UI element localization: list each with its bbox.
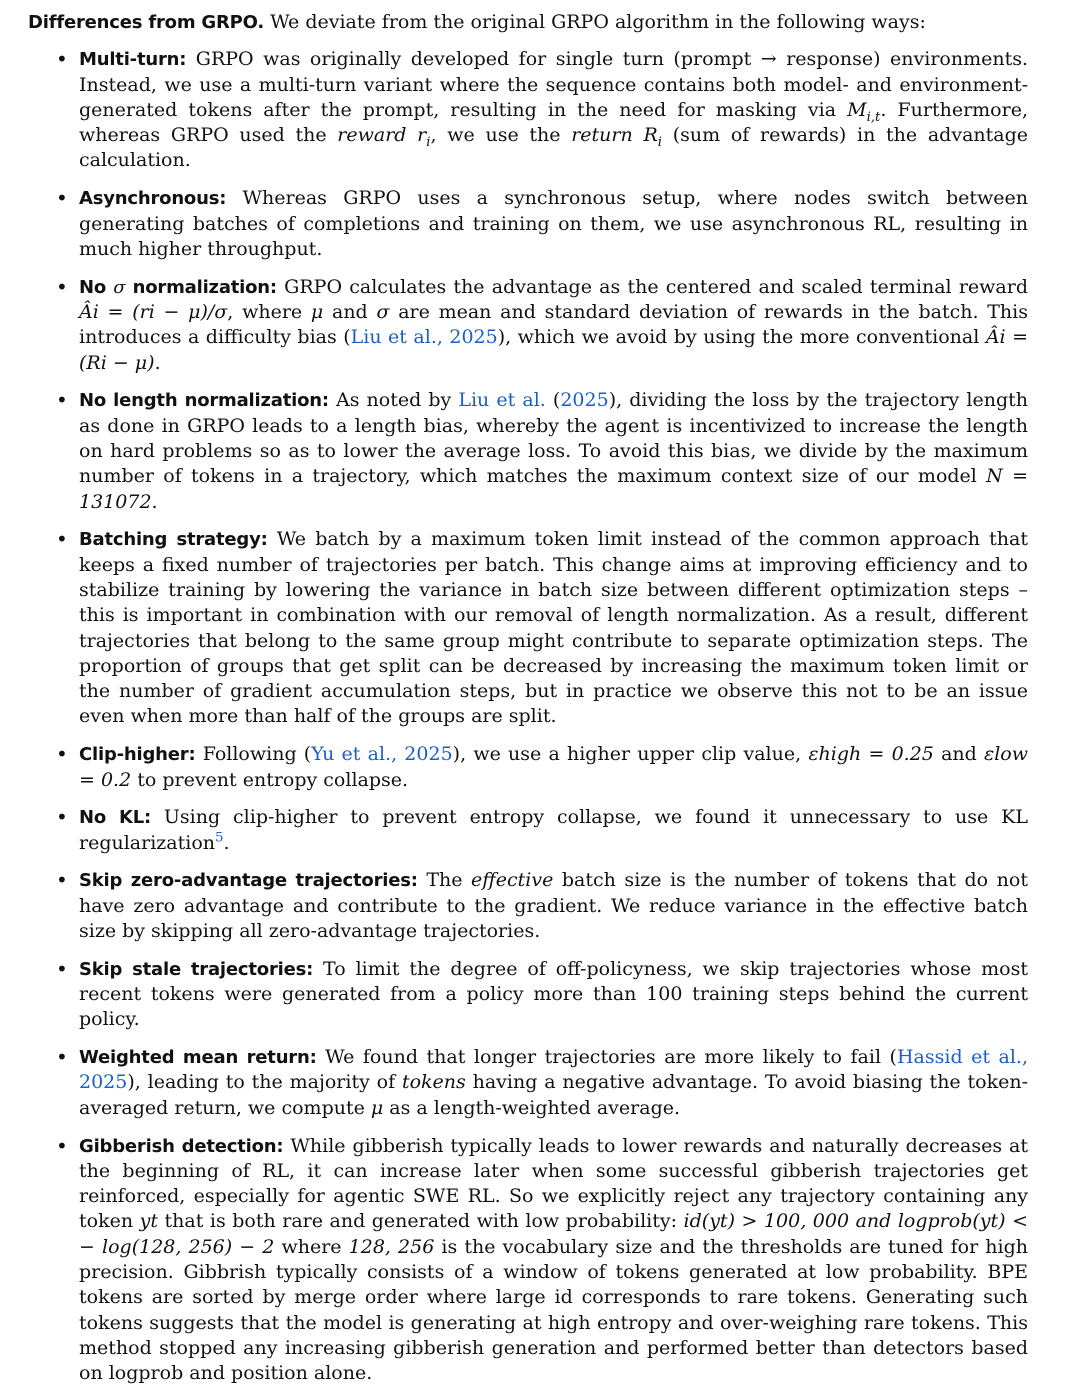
item-text: batch size is the number of tokens that do not have zero advantage and contribute to the gradient. We reduce variance in the effective batch size by skipping all zero-advantage trajectories. bbox=[79, 869, 1028, 942]
item-text: We found that longer trajectories are more likely to fail ( bbox=[325, 1046, 897, 1069]
item-label: Skip stale trajectories: bbox=[79, 958, 314, 980]
item-italic: effective bbox=[471, 869, 554, 892]
math-sigma: σ bbox=[376, 300, 390, 323]
list-item-weighted-mean-return bbox=[28, 1045, 1028, 1121]
math-mu: μ bbox=[310, 300, 324, 323]
citation-link[interactable]: Liu et al., 2025 bbox=[350, 326, 498, 349]
citation-link[interactable]: Hassid et al., 2025 bbox=[79, 1046, 1029, 1094]
item-text: are mean and standard deviation of rewards in the batch. This introduces a difficulty bias ( bbox=[79, 300, 1028, 349]
item-label: Skip zero-advantage trajectories: bbox=[79, 870, 418, 892]
item-text: and bbox=[323, 300, 377, 323]
math-token: yt bbox=[139, 1210, 158, 1233]
item-italic: tokens bbox=[401, 1071, 466, 1094]
math-context-size: N = 131072 bbox=[79, 465, 1028, 513]
item-text: that is both rare and generated with low probability: bbox=[157, 1210, 684, 1233]
item-text: and bbox=[933, 743, 985, 766]
differences-list bbox=[28, 47, 1028, 1386]
section-heading: Differences from GRPO. bbox=[28, 12, 265, 33]
item-text: , we use the bbox=[430, 124, 572, 147]
footnote-link[interactable]: 5 bbox=[215, 830, 224, 846]
math-return: $R_i$ bbox=[643, 124, 663, 150]
item-text: to prevent entropy collapse. bbox=[131, 768, 409, 791]
item-label: Clip-higher: bbox=[79, 744, 196, 766]
item-text: ), we use a higher upper clip value, bbox=[452, 743, 809, 766]
item-text: . bbox=[223, 831, 230, 854]
item-italic: reward bbox=[337, 124, 407, 147]
list-item-no-length-normalization: • No length normalization: As noted by Liu et al. (2025), dividing the loss by the trajectory length as done in GRPO leads to a length bias, whereby the agent is incentivized to increase the length on hard problems so as to lower the average loss. To avoid this bias, we divide by the maximum number of tokens in a trajectory, which matches the maximum context size of our model N = 131072. bbox=[28, 388, 1028, 514]
item-text: , dividing the loss by the trajectory length as done in GRPO leads to a length bias, whereby the agent is incentivized to increase the length on hard problems so as to lower the average loss. To avoid this bias, we divide by the maximum number of tokens in a trajectory, which matches the maximum context size of our model bbox=[79, 389, 1028, 488]
item-text: The bbox=[426, 869, 472, 892]
math-mask: $M_{i,t}$ bbox=[847, 98, 881, 125]
math-vocab-size: 128, 256 bbox=[348, 1235, 435, 1258]
item-text: While gibberish typically leads to lower rewards and naturally decreases at the beginning of RL, it can increase later when some successful gibberish trajectories get reinforced, especially for agentic SWE RL. So we explicitly reject any trajectory containing any token bbox=[79, 1134, 1028, 1233]
item-label: Multi-turn: bbox=[79, 49, 187, 71]
item-label: Gibberish detection: bbox=[79, 1135, 284, 1157]
item-text: . Furthermore, whereas GRPO used the bbox=[79, 98, 1028, 147]
item-label: No KL: bbox=[79, 807, 151, 829]
math-eps-high: εhigh = 0.25 bbox=[808, 743, 934, 766]
item-text: ), which we avoid by using the more conventional bbox=[497, 326, 986, 349]
item-label: Weighted mean return: bbox=[79, 1047, 317, 1069]
list-item-batching-strategy bbox=[28, 527, 1028, 729]
citation-year-link[interactable]: 2025 bbox=[560, 389, 609, 412]
item-text: As noted by bbox=[335, 389, 459, 412]
paper-page bbox=[28, 10, 1028, 1399]
item-text: GRPO was originally developed for single turn (prompt → response) environments. Instead, we use a multi-turn variant where the sequence contains both model- and environment-generated tokens after the prompt, resulting in the need for masking via bbox=[79, 48, 1028, 121]
item-text: , where bbox=[227, 300, 311, 323]
intro-text: We deviate from the original GRPO algorithm in the following ways: bbox=[270, 11, 926, 33]
item-label: No length normalization: bbox=[79, 390, 329, 412]
math-eps-low: εlow = 0.2 bbox=[79, 743, 1029, 791]
list-item-no-sigma-normalization bbox=[28, 275, 1028, 376]
item-label: Batching strategy: bbox=[79, 529, 268, 551]
item-text: Following ( bbox=[202, 743, 312, 766]
math-reward: $r_i$ bbox=[417, 124, 431, 150]
list-item-skip-zero-advantage bbox=[28, 868, 1028, 944]
item-label: No σ normalization: bbox=[79, 276, 277, 298]
list-item-no-kl bbox=[28, 805, 1028, 856]
citation-link[interactable]: Liu et al. bbox=[458, 389, 546, 412]
item-italic: return bbox=[571, 124, 633, 147]
list-item-clip-higher bbox=[28, 742, 1028, 793]
item-text: GRPO calculates the advantage as the centered and scaled terminal reward bbox=[284, 275, 1029, 298]
item-text: Whereas GRPO uses a synchronous setup, where nodes switch between generating batches of completions and training on them, we use asynchronous RL, resulting in much higher throughput. bbox=[79, 187, 1028, 260]
item-text: (sum of rewards) in the advantage calculation. bbox=[79, 124, 1029, 172]
list-item-multi-turn bbox=[28, 47, 1028, 173]
item-text: Using clip-higher to prevent entropy collapse, we found it unnecessary to use KL regularization bbox=[79, 806, 1028, 854]
list-item-asynchronous bbox=[28, 186, 1028, 262]
list-item-skip-stale bbox=[28, 957, 1028, 1033]
item-text: is the vocabulary size and the thresholds are tuned for high precision. Gibbrish typically consists of a window of tokens generated at low probability. BPE tokens are sorted by merge order where large id corresponds to rare tokens. Generating such tokens suggests that the model is generating at high entropy and over-weighing rare tokens. This method stopped any increasing gibberish generation and performed better than detectors based on logprob and position alone. bbox=[79, 1235, 1029, 1385]
item-label: Asynchronous: bbox=[79, 188, 227, 210]
item-text: . bbox=[154, 351, 161, 374]
item-text: To limit the degree of off-policyness, we skip trajectories whose most recent tokens were generated from a policy more than 100 training steps behind the current policy. bbox=[79, 957, 1028, 1031]
list-item-gibberish-detection bbox=[28, 1134, 1028, 1387]
item-text: . bbox=[151, 490, 158, 513]
citation-link[interactable]: Yu et al., 2025 bbox=[311, 743, 453, 766]
item-text: ), leading to the majority of bbox=[127, 1071, 402, 1094]
math-advantage-formula: Âi = (ri − μ)/σ bbox=[79, 300, 228, 323]
item-text: where bbox=[274, 1235, 349, 1258]
math-gibberish-rule: id(yt) > 100, 000 and logprob(yt) < − log(128, 256) − 2 bbox=[79, 1210, 1029, 1258]
intro-paragraph bbox=[28, 10, 1028, 35]
item-text: as a length-weighted average. bbox=[383, 1096, 681, 1119]
math-mu: μ bbox=[370, 1096, 384, 1119]
math-conventional-formula: Âi = (Ri − μ) bbox=[79, 326, 1029, 374]
item-text: We batch by a maximum token limit instead of the common approach that keeps a fixed number of trajectories per batch. This change aims at improving efficiency and to stabilize training by lowering the variance in batch size between different optimization steps – this is important in combination with our removal of length normalization. As a result, different trajectories that belong to the same group might contribute to separate optimization steps. The proportion of groups that get split can be decreased by increasing the maximum token limit or the number of gradient accumulation steps, but in practice we observe this not to be an issue even when more than half of the groups are split. bbox=[79, 528, 1028, 728]
item-text: having a negative advantage. To avoid biasing the token-averaged return, we compute bbox=[79, 1071, 1028, 1119]
